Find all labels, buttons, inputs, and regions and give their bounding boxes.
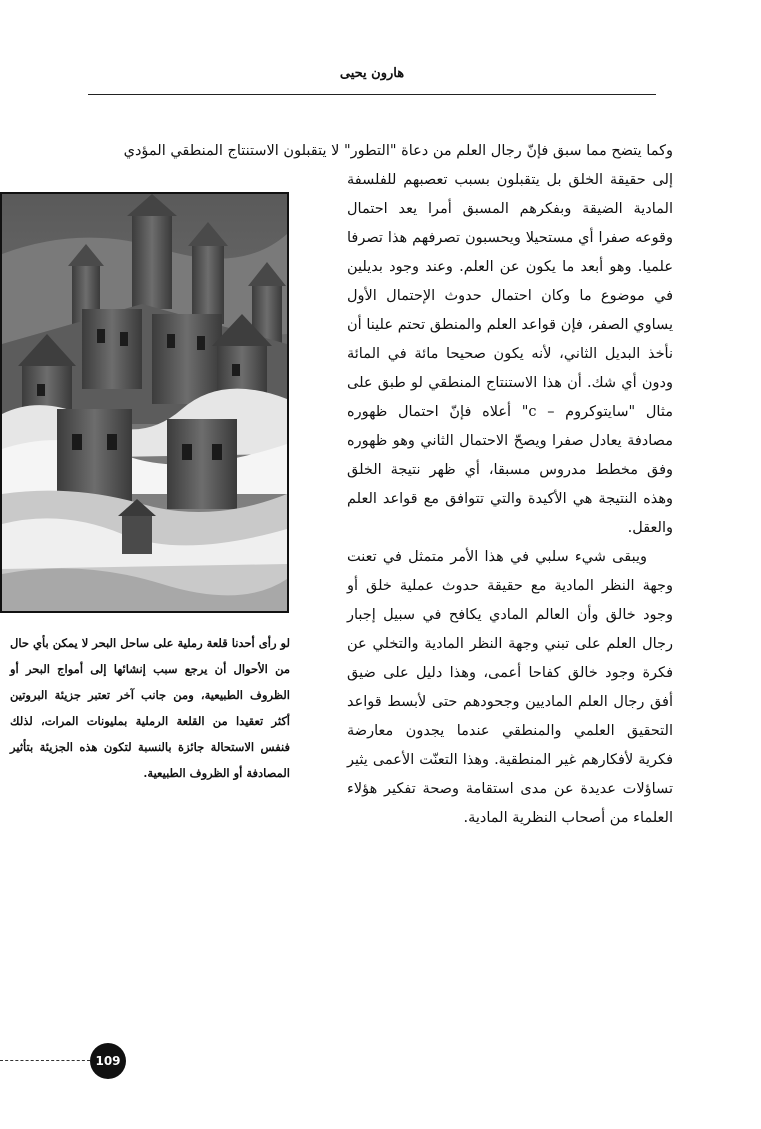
running-header: هارون يحيى (339, 66, 405, 81)
sand-castle-photo (0, 192, 289, 613)
page-number-badge: 109 (90, 1043, 126, 1079)
page-number-leader (0, 1060, 90, 1061)
body-paragraph-1: إلى حقيقة الخلق بل يتقبلون بسبب تعصبهم للفلسفة المادية الضيقة وبفكرهم المسبق أمرا يعد احتمال وقوعه صفرا أي مستحيلا ويحسبون تصرفهم هذا تصرفا علميا. وهو أبعد ما يكون عن العلم. وعند وجود بديلين في موضوع ما وكان احتمال حدوث الإحتمال الأول يساوي الصفر، فإن قواعد العلم والمنطق تحتم علينا أن نأخذ البديل الثاني، لأنه يكون صحيحا مائة في المائة ودون أي شك. أن هذا الاستنتاج المنطقي لو طبق على مثال "سايتوكروم – c" أعلاه فإنّ احتمال ظهوره مصادفة يعادل صفرا ويصحّ الاحتمال الثاني وهو ظهوره وفق مخطط مدروس مسبقا، أي ظهر نتيجة الخلق وهذه النتيجة هي الأكيدة والتي تتوافق مع قواعد العلم والعقل. (347, 172, 673, 536)
photo-caption: لو رأى أحدنا قلعة رملية على ساحل البحر لا يمكن بأي حال من الأحوال أن يرجع سبب إنشائها إلى أمواج البحر أو الظروف الطبيعية، ومن جانب آخر تعتبر جزيئة البروتين أكثر تعقيدا من القلعة الرملية بمليونات المرات، لذلك فنفس الاستحالة جائزة بالنسبة لتكون هذه الجزيئة بتأثير المصادفة أو الظروف الطبيعية. (10, 636, 290, 780)
body-column (347, 166, 673, 833)
header-divider (88, 94, 656, 95)
body-first-line: وكما يتضح مما سبق فإنّ رجال العلم من دعاة "التطور" لا يتقبلون الاستنتاج المنطقي المؤدي (123, 143, 673, 159)
sand-castle-illustration (2, 194, 287, 611)
body-paragraph-2: ويبقى شيء سلبي في هذا الأمر متمثل في تعنت وجهة النظر المادية مع حقيقة حدوث عملية خلق أو وجود خالق وأن العالم المادي يكافح في سبيل إجبار رجال العلم على تبني وجهة النظر المادية والتخلي عن فكرة وجود خالق كفاحا أعمى، وهذا دليل على ضيق أفق رجال العلم الماديين وجحودهم حتى لأبسط قواعد التحقيق العلمي والمنطقي عندما يجدون معارضة فكرية لأفكارهم غير المنطقية. وهذا التعنّت الأعمى يثير تساؤلات عديدة عن مدى استقامة وصحة تفكير هؤلاء العلماء من أصحاب النظرية المادية. (347, 549, 673, 826)
